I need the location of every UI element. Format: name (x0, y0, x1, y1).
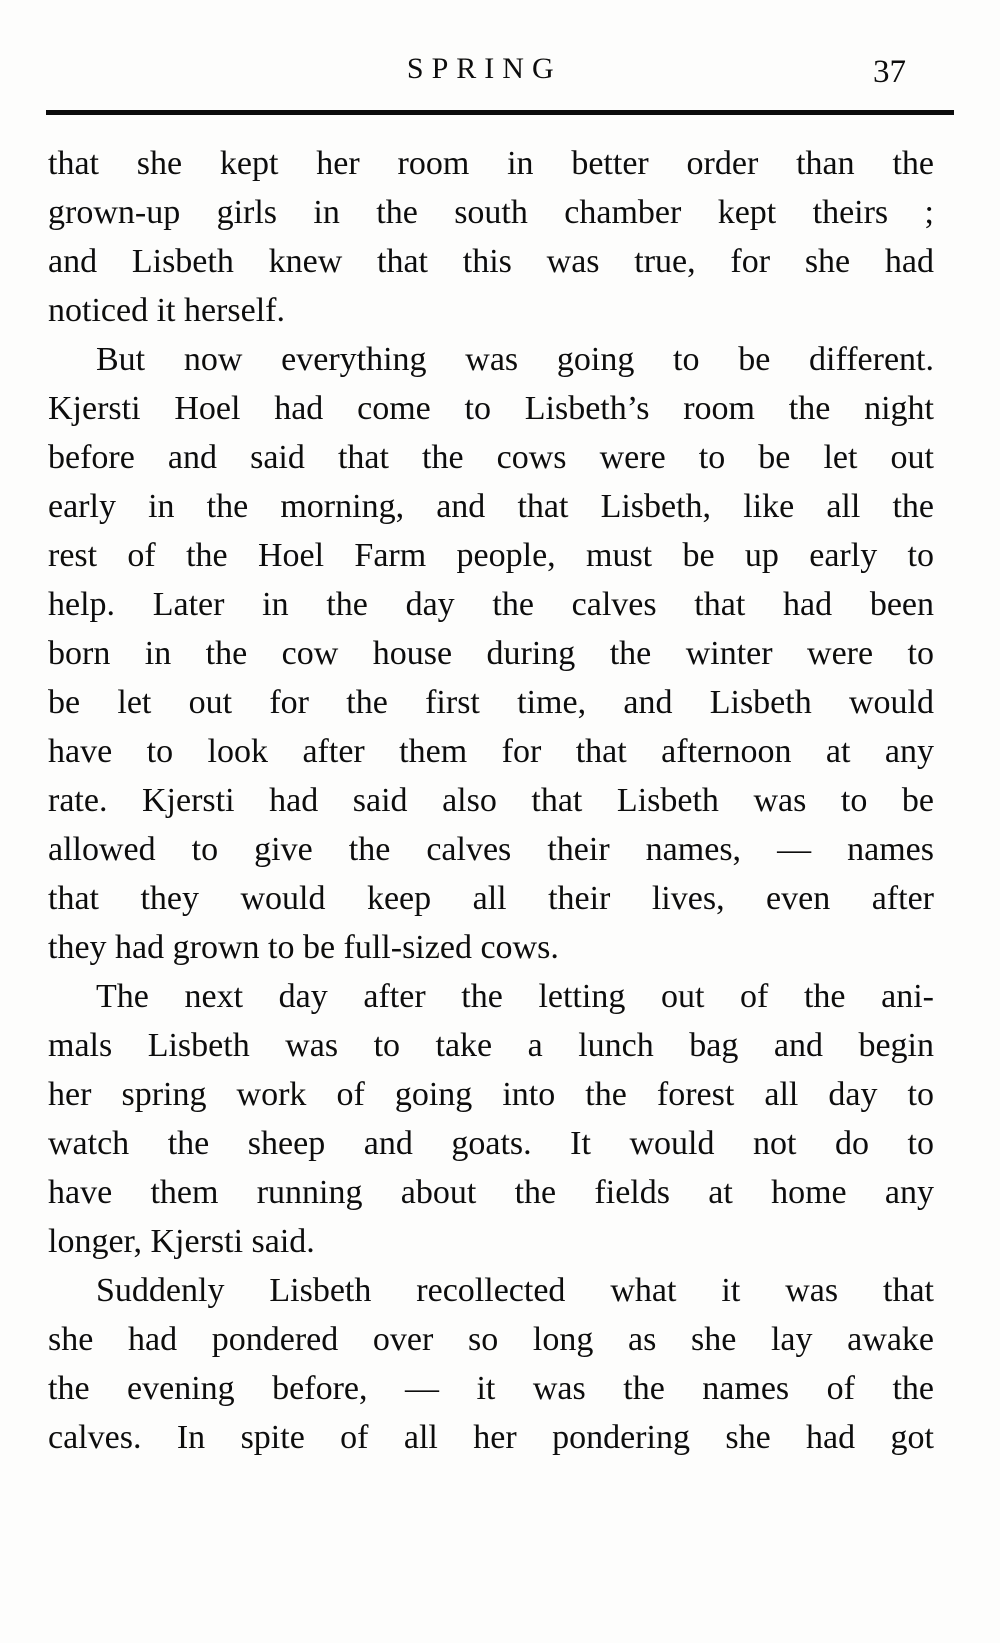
text-line: be let out for the first time, and Lisbeth would (48, 684, 934, 721)
text-line: grown-up girls in the south chamber kept theirs ; (48, 194, 934, 231)
text-line: allowed to give the calves their names, — names (48, 831, 934, 868)
text-block (48, 139, 934, 1462)
text-line: The next day after the letting out of the ani- (96, 978, 934, 1015)
text-line: she had pondered over so long as she lay awake (48, 1321, 934, 1358)
text-line: that she kept her room in better order than the (48, 145, 934, 182)
text-line: watch the sheep and goats. It would not do to (48, 1125, 934, 1162)
text-line: mals Lisbeth was to take a lunch bag and begin (48, 1027, 934, 1064)
paragraph-1 (48, 139, 934, 335)
page-number: 37 (873, 54, 906, 90)
text-line: before and said that the cows were to be let out (48, 439, 934, 476)
text-line: they had grown to be full-sized cows. (48, 929, 559, 966)
text-line: help. Later in the day the calves that had been (48, 586, 934, 623)
text-line: longer, Kjersti said. (48, 1223, 315, 1260)
paragraph-3 (48, 972, 934, 1266)
text-line: early in the morning, and that Lisbeth, like all the (48, 488, 934, 525)
text-line: But now everything was going to be different. (96, 341, 934, 378)
text-line: rate. Kjersti had said also that Lisbeth was to be (48, 782, 934, 819)
text-line: born in the cow house during the winter were to (48, 635, 934, 672)
text-line: have to look after them for that afternoon at any (48, 733, 934, 770)
running-title: SPRING (406, 52, 562, 85)
text-line: calves. In spite of all her pondering she had got (48, 1419, 934, 1456)
text-line: Kjersti Hoel had come to Lisbeth’s room the night (48, 390, 934, 427)
text-line: Suddenly Lisbeth recollected what it was that (96, 1272, 934, 1309)
text-line: rest of the Hoel Farm people, must be up early to (48, 537, 934, 574)
header-rule (46, 110, 954, 115)
text-line: and Lisbeth knew that this was true, for she had (48, 243, 934, 280)
paragraph-4 (48, 1266, 934, 1462)
text-line: have them running about the fields at home any (48, 1174, 934, 1211)
paragraph-2 (48, 335, 934, 972)
page-header (48, 48, 936, 98)
text-line: noticed it herself. (48, 292, 285, 329)
text-line: the evening before, — it was the names of the (48, 1370, 934, 1407)
text-line: her spring work of going into the forest all day to (48, 1076, 934, 1113)
text-line: that they would keep all their lives, even after (48, 880, 934, 917)
